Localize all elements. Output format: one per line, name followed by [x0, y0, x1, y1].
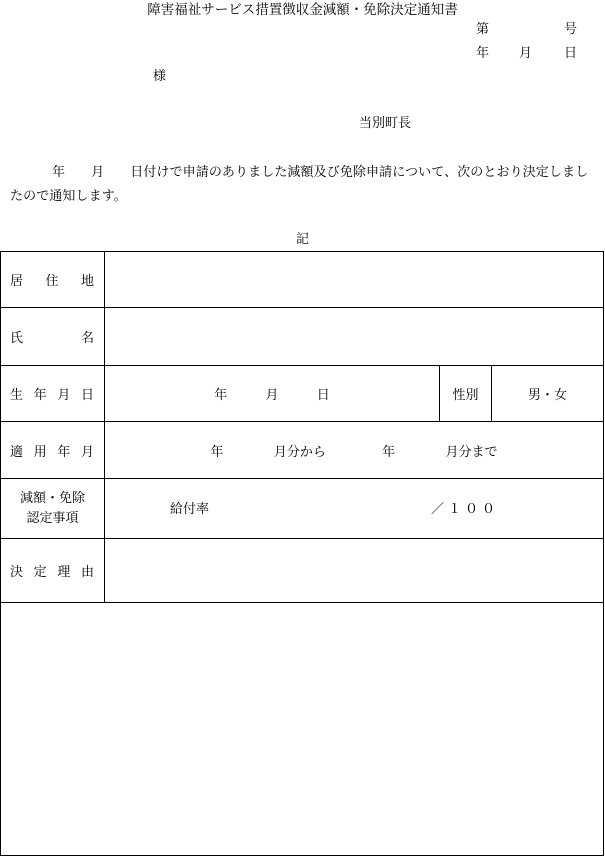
ki-heading: 記: [295, 232, 309, 247]
notice-body: [10, 161, 595, 209]
period-year-end: 年: [382, 444, 396, 460]
row-name: [1, 308, 604, 366]
address-label: 居 住 地: [1, 252, 105, 308]
period-label: 適 用 年 月: [1, 422, 105, 479]
notes-area[interactable]: [1, 603, 604, 856]
row-address: [1, 252, 604, 308]
row-period: [1, 422, 604, 479]
benefit-rate-label: 給付率: [170, 502, 210, 517]
dob-day: 日: [316, 388, 330, 403]
reduction-label: 減額・免除 認定事項: [1, 479, 105, 539]
name-field[interactable]: [105, 308, 604, 366]
row-reduction: [1, 479, 604, 539]
period-year-start: 年: [210, 444, 224, 460]
decision-form-table: [0, 251, 604, 856]
body-year: 年: [52, 165, 66, 180]
dob-month: 月: [265, 388, 279, 403]
benefit-rate-value: ／１００: [431, 502, 500, 517]
dob-year: 年: [214, 388, 228, 403]
name-label: 氏 名: [1, 308, 105, 366]
sex-label: 性別: [440, 366, 492, 422]
row-dob: [1, 366, 604, 422]
reason-label: 決 定 理 由: [1, 539, 105, 603]
body-text: 日付けで申請のありました減額及び免除申請について、次のとおり決定しましたので通知します。: [10, 165, 589, 204]
row-reason: [1, 539, 604, 603]
sender-name: 当別町長: [359, 116, 412, 131]
issue-date-month: 月: [519, 46, 533, 61]
body-month: 月: [91, 165, 105, 180]
doc-number-suffix: 号: [564, 22, 578, 37]
sex-field[interactable]: 男・女: [492, 366, 604, 422]
dob-field[interactable]: [105, 366, 440, 422]
doc-number-prefix: 第: [476, 22, 490, 37]
issue-date-year: 年: [476, 46, 490, 61]
addressee-honorific: 様: [153, 69, 167, 84]
document-title: 障害福祉サービス措置徴収金減額・免除決定通知書: [147, 2, 458, 18]
reduction-field[interactable]: [105, 479, 604, 539]
reason-field[interactable]: [105, 539, 604, 603]
row-notes: [1, 603, 604, 856]
period-to: 月分まで: [445, 444, 498, 460]
address-field[interactable]: [105, 252, 604, 308]
dob-label: 生 年 月 日: [1, 366, 105, 422]
period-from: 月分から: [273, 444, 326, 460]
issue-date-day: 日: [564, 46, 578, 61]
period-field[interactable]: [105, 422, 604, 479]
